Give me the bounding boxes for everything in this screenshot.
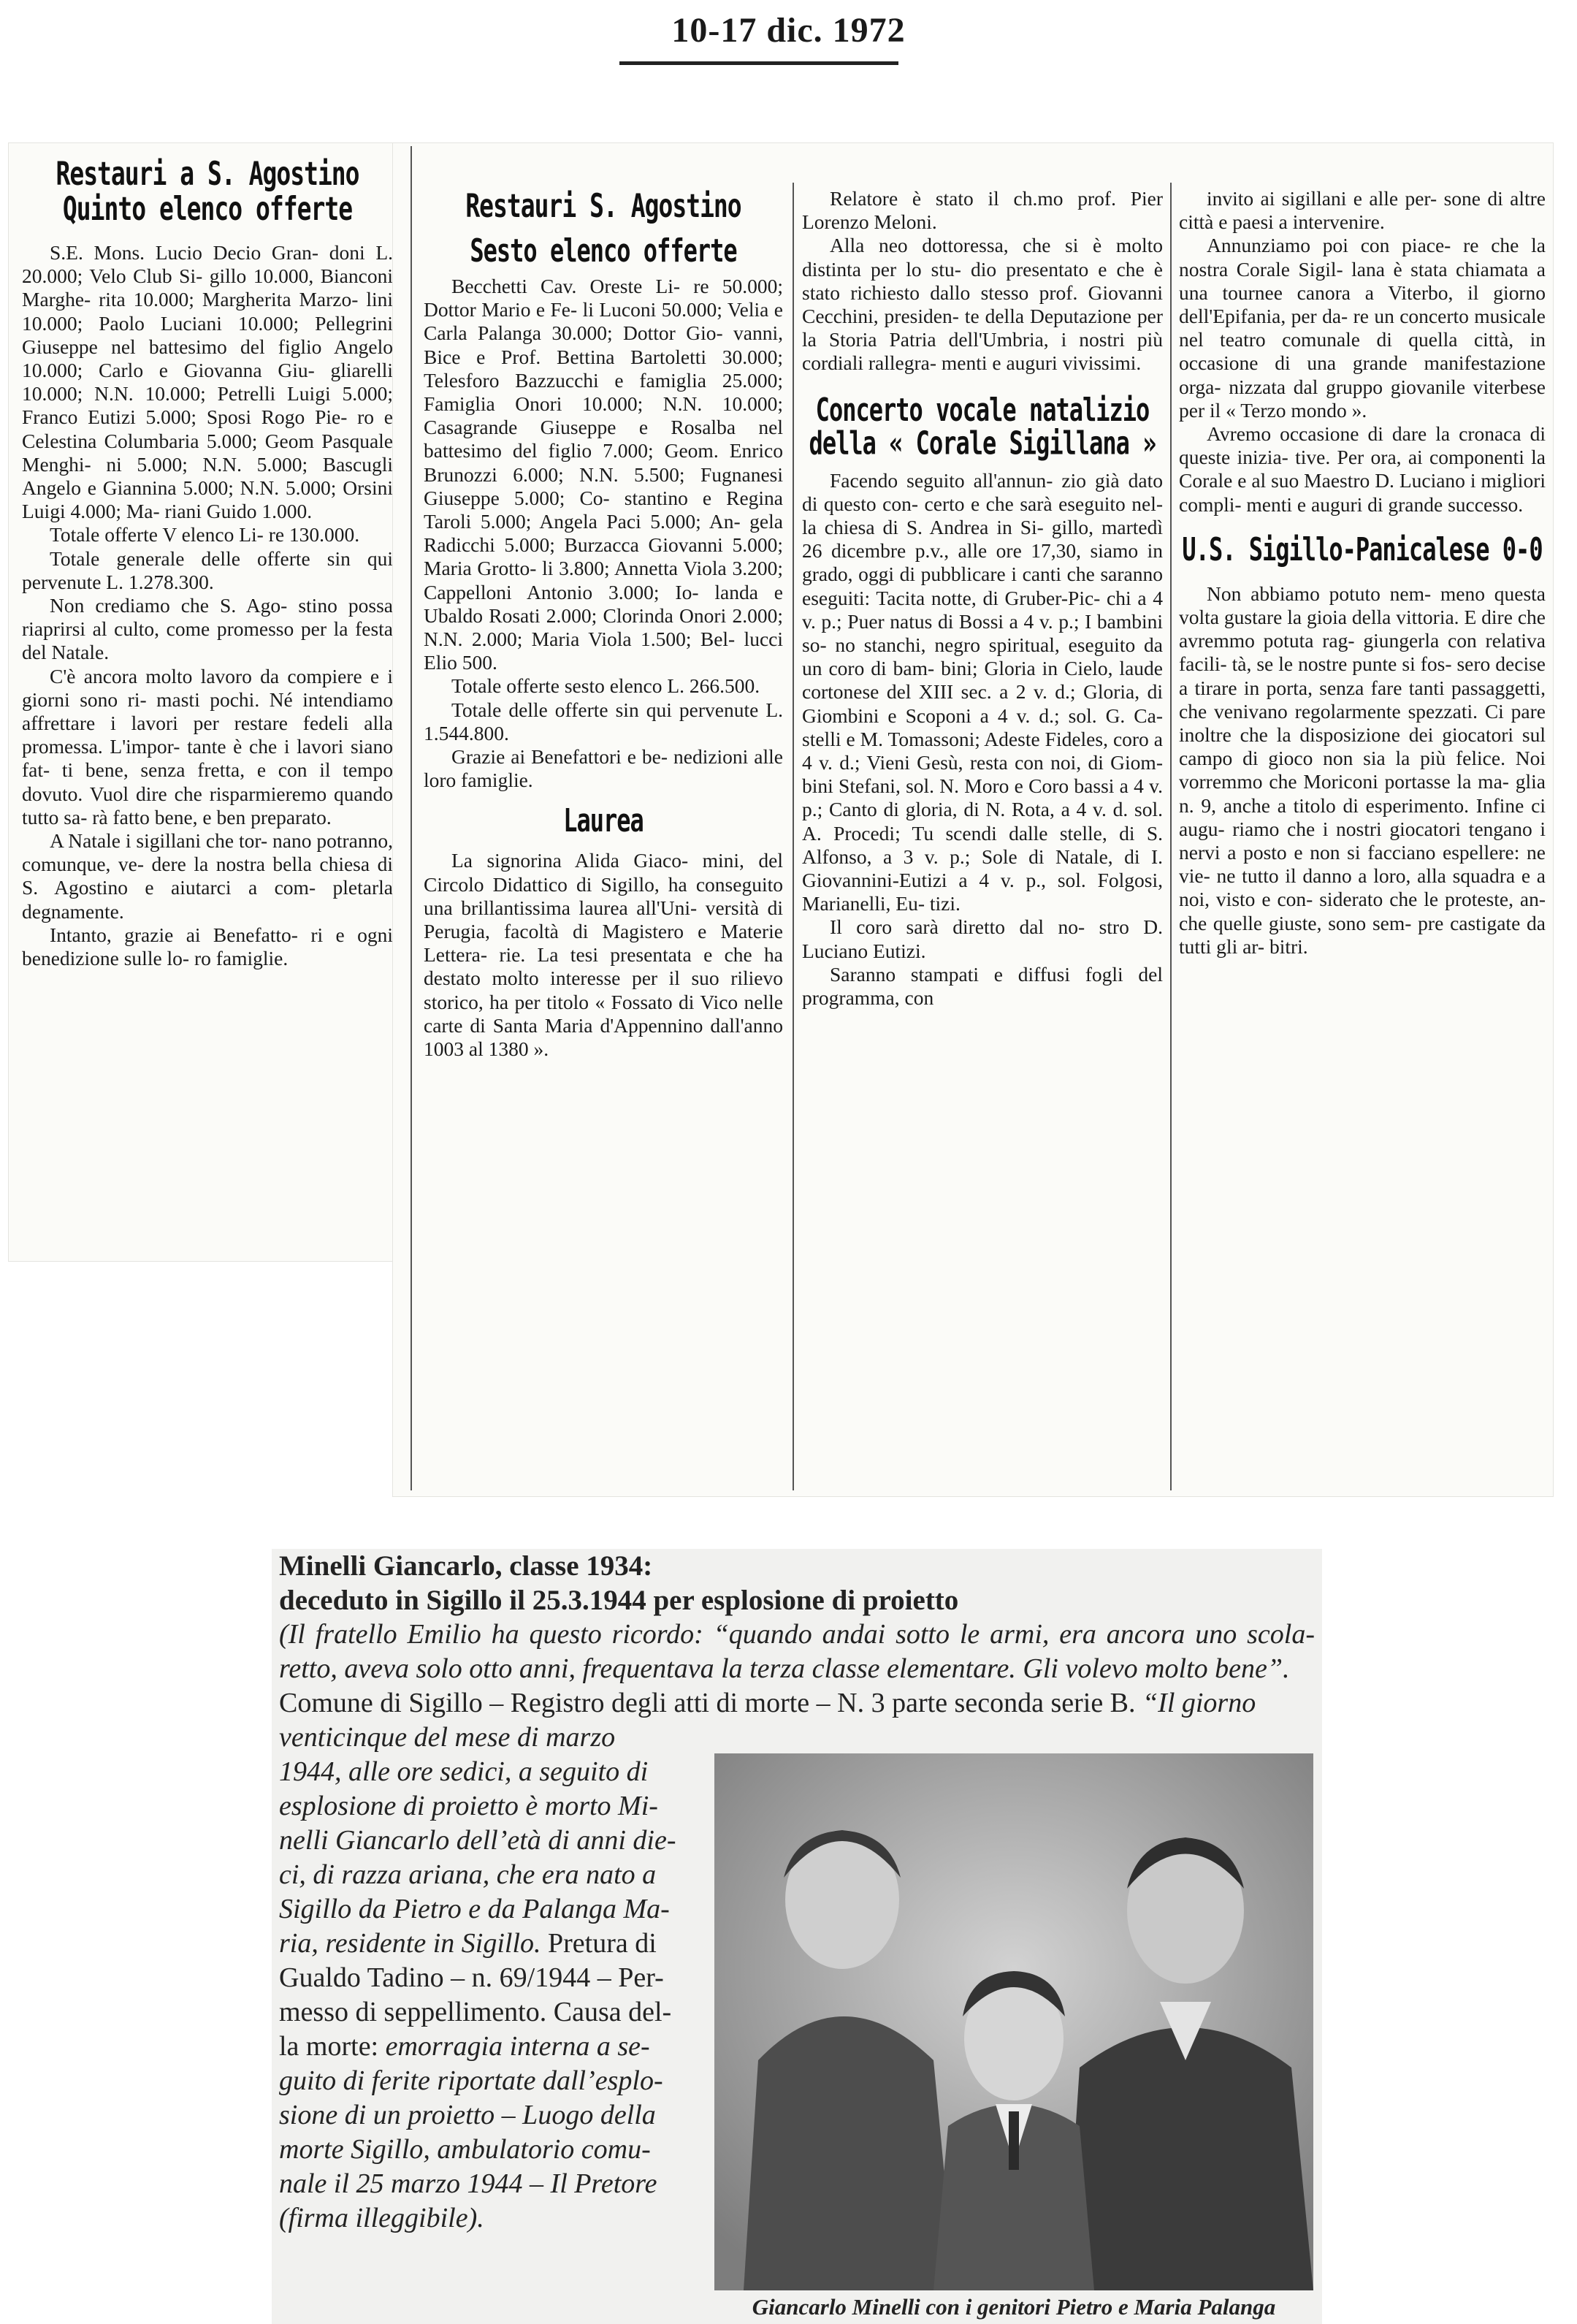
- memorial-line: [279, 2098, 703, 2133]
- memorial-line-tail: emorragia interna a se-: [378, 2031, 650, 2062]
- memorial-line: [279, 1961, 703, 1995]
- column-rule-2: [793, 183, 794, 1490]
- memorial-line: [279, 1824, 703, 1858]
- headline-sigillo-panicalese: U.S. Sigillo-Panicalese 0-0: [1182, 530, 1543, 568]
- column-corale-calcio: [1179, 187, 1546, 959]
- memorial-line: [279, 2064, 703, 2098]
- col1-body: [22, 241, 393, 970]
- column-concerto: [802, 187, 1163, 1010]
- memorial-line-text: sione di un proietto – Luogo della: [279, 2100, 656, 2130]
- memorial-line-text: esplosione di proietto è morto Mi-: [279, 1791, 658, 1821]
- paragraph: Intanto, grazie ai Benefatto- ri e ogni benedizione sulle lo- ro famiglie.: [22, 923, 393, 970]
- memorial-line-text: nale il 25 marzo 1944 – Il Pretore: [279, 2168, 657, 2199]
- memorial-line: [279, 1927, 703, 1961]
- memorial-line-text: nelli Giancarlo dell’età di anni die-: [279, 1825, 676, 1856]
- paragraph: Il coro sarà diretto dal no- stro D. Luciano Eutizi.: [802, 915, 1163, 962]
- registry-italic-start: “Il giorno: [1142, 1688, 1256, 1718]
- registry-plain: Comune di Sigillo – Registro degli atti di morte – N. 3 parte seconda serie B.: [279, 1688, 1136, 1718]
- column-sesto-elenco: [424, 184, 783, 1061]
- memorial-line-text: venticinque del mese di marzo: [279, 1722, 616, 1753]
- paragraph: Non abbiamo potuto nem- meno questa volta gustare la gioia della vittoria. E dire che avremmo potuta rag- giungerla con relativa facili- tà, se le nostre punte si fos- sero decise a tirare in porta, senza fare tanti passaggetti, che venivano regolarmente spezzati. Ci pare inoltre che la disposizione dei giocatori sul campo di gioco non sia la più felice. Noi vorremmo che Moriconi portasse la ma- glia n. 9, anche a titolo di esperimento. Infine ci augu- riamo che i nostri giocatori tengano i nervi a posto e non si facciano espellere: ne vie- ne tutto il danno a loro, alla squadra e a noi, visto e con- siderato che le proteste, an- che quelle giuste, sono sem- pre castigate da tutti gli ar- bitri.: [1179, 582, 1546, 958]
- memorial-line-text: Gualdo Tadino – n. 69/1944 – Per-: [279, 1962, 664, 1993]
- memorial-brother-memory: (Il fratello Emilio ha questo ricordo: “quando andai sotto le armi, era ancora uno scola- retto, aveva solo otto anni, frequentava la terza classe elementare. Gli volevo molto bene”.: [279, 1619, 1315, 1684]
- column-rule-3: [1170, 183, 1172, 1490]
- memorial-line: [279, 1858, 703, 1892]
- headline-laurea: Laurea: [563, 801, 644, 840]
- col2-body-laurea: [424, 849, 783, 1061]
- family-photo-illustration: [714, 1753, 1313, 2290]
- date-underline: [619, 61, 898, 65]
- memorial-line: [279, 2167, 703, 2201]
- paragraph: S.E. Mons. Lucio Decio Gran- doni L. 20.000; Velo Club Si- gillo 10.000, Bianconi Marghe- rita 10.000; Margherita Marzo- lini 10.000; Paolo Luciani 10.000; Pellegrini Giuseppe nel battesimo del figlio Angelo 10.000; Carlo e Giovanna Giu- gliarelli 10.000; N.N. 10.000; Petrelli Luigi 5.000; Franco Eutizi 5.000; Sposi Rogo Pie- ro e Celestina Columbaria 5.000; Geom Pasquale Menghi- ni 5.000; N.N. 5.000; Bascugli Angelo e Giannina 5.000; N.N. 5.000; Orsini Luigi 4.000; Ma- riani Guido 1.000.: [22, 241, 393, 523]
- col3-body: [802, 187, 1163, 376]
- memorial-line: [279, 1721, 703, 1755]
- paragraph: Saranno stampati e diffusi fogli del programma, con: [802, 962, 1163, 1010]
- memorial-registry-line: [272, 1686, 1322, 1721]
- paragraph: Becchetti Cav. Oreste Li- re 50.000; Dottor Mario e Fe- li Luconi 50.000; Velia e Carla Palanga 30.000; Dottor Gio- vanni, Bice e Prof. Bettina Bartoletti 30.000; Telesforo Bazzucchi e famiglia 25.000; Famiglia Onori 10.000; N.N. 10.000; Casagrande Giuseppe e Rosalba nel battesimo del figlio 7.000; Geom. Enrico Brunozzi 6.000; N.N. 5.500; Fugnanesi Giuseppe 5.000; Co- stantino e Regina Taroli 5.000; Angela Paci 5.000; An- gela Radicchi 5.000; Burzacca Giovanni 5.000; Maria Grotto- li 3.800; Annetta Viola 3.200; Cappelloni Antonio 3.000; Io- landa e Ubaldo Rosati 2.000; Clorinda Onori 2.000; N.N. 2.000; Maria Viola 1.500; Bel- lucci Elio 500.: [424, 275, 783, 674]
- memorial-line-text: ci, di razza ariana, che era nato a: [279, 1859, 657, 1890]
- headline-restauri-s-agostino-2: Restauri S. Agostino: [465, 186, 741, 225]
- paragraph: Relatore è stato il ch.mo prof. Pier Lorenzo Meloni.: [802, 187, 1163, 234]
- column-rule-1: [411, 146, 412, 1490]
- paragraph: Facendo seguito all'annun- zio già dato di questo con- certo e che sarà eseguito nel- la chiesa di S. Andrea in Si- gillo, martedì 26 dicembre p.v., alle ore 17,30, siamo in grado, oggi di pubblicare i canti che saranno eseguiti: Tacita notte, di Gruber-Pic- chi a 4 v. p.; Puer natus di Bossi a 4 v. p.; I bambini so- no stanchi, negro spiritual, eseguito da un coro di bam- bini; Gloria in Cielo, laude cortonese del XIII sec. a 2 v. d.; Gloria, di Giombini e Scoponi a 4 v. d.; sol. G. Ca- stelli e M. Tomassoni; Adeste Fideles, coro a 4 v. d.; Vieni Gesù, resta con noi, di Giom- bini Stefani, sol. N. Moro e Coro bassi a 4 v. p.; Canto di gloria, di N. Rota, a 4 v. d. sol. A. Procedi; Tu scendi dalle stelle, di S. Alfonso, a 3 v. p.; Sole di Natale, di I. Giovannini-Eutizi a 4 v. p., sol. Folgosi, Marianelli, Eu- tizi.: [802, 468, 1163, 915]
- paragraph: Alla neo dottoressa, che si è molto distinta per lo stu- dio presentato e che è stato richiesto dallo stesso prof. Giovanni Cecchini, presiden- te della Deputazione per la Storia Patria dell'Umbria, i nostri più cordiali rallegra- menti e auguri vivissimi.: [802, 234, 1163, 375]
- memorial-line-text: morte Sigillo, ambulatorio comu-: [279, 2134, 651, 2165]
- paragraph: Totale offerte V elenco Li- re 130.000.: [50, 523, 360, 546]
- headline-quinto-elenco: Quinto elenco offerte: [62, 189, 353, 228]
- memorial-line-text: (firma illeggibile).: [279, 2203, 484, 2233]
- photo-caption: Giancarlo Minelli con i genitori Pietro e Maria Palanga: [752, 2294, 1276, 2320]
- paragraph: invito ai sigillani e alle per- sone di altre città e paesi a intervenire.: [1179, 187, 1546, 234]
- page-date-header: 10-17 dic. 1972: [671, 11, 906, 50]
- memorial-line-text: messo di seppellimento. Causa del-: [279, 1997, 672, 2027]
- memorial-line: [279, 2201, 703, 2236]
- paragraph: Totale delle offerte sin qui pervenute L. 1.544.800.: [424, 698, 783, 744]
- memorial-line: [279, 1789, 703, 1824]
- memorial-line-text: la morte:: [279, 2031, 379, 2062]
- paragraph: Totale generale delle offerte sin qui pervenute L. 1.278.300.: [22, 546, 393, 593]
- memorial-line: [279, 2030, 703, 2064]
- family-photo: [714, 1753, 1313, 2290]
- memorial-line: [279, 1892, 703, 1927]
- headline-concerto-vocale: Concerto vocale natalizio della « Corale Sigillana »: [809, 390, 1156, 462]
- col3-body-concerto: [802, 469, 1163, 1010]
- memorial-line-text: Sigillo da Pietro e da Palanga Ma-: [279, 1894, 670, 1924]
- headline-sesto-elenco: Sesto elenco offerte: [470, 232, 737, 270]
- headline-restauri-s-agostino: Restauri a S. Agostino: [56, 154, 359, 193]
- paragraph: C'è ancora molto lavoro da compiere e i giorni sono ri- masti pochi. Né intendiamo affrettare i lavori per restare fedeli alla promessa. L'impor- tante è che i lavori siano fat- ti bene, senza fretta, e con il tempo dovuto. Vuol dire che risparmieremo quando tutto sa- rà fatto bene, e ben preparato.: [22, 664, 393, 828]
- paragraph: Avremo occasione di dare la cronaca di queste inizia- tive. Per ora, ai componenti la Corale e al suo Maestro D. Luciano i migliori compli- menti e auguri di grande successo.: [1179, 422, 1546, 516]
- column-quinto-elenco: [22, 152, 393, 970]
- col4-body-calcio: [1179, 582, 1546, 959]
- memorial-line-tail: Pretura di: [541, 1928, 657, 1959]
- paragraph: Grazie ai Benefattori e be- nedizioni alle loro famiglie.: [424, 745, 783, 792]
- paragraph: Totale offerte sesto elenco L. 266.500.: [451, 674, 760, 698]
- memorial-line: [279, 2133, 703, 2167]
- memorial-line: [279, 1755, 703, 1789]
- paragraph: A Natale i sigillani che tor- nano potranno, comunque, ve- dere la nostra bella chiesa di S. Agostino e aiutarci a com- pletarla degnamente.: [22, 829, 393, 923]
- memorial-line-text: guito di ferite riportate dall’esplo-: [279, 2065, 663, 2096]
- paragraph: La signorina Alida Giaco- mini, del Circolo Didattico di Sigillo, ha conseguito una brillantissima laurea all'Uni- versità di Perugia, facoltà di Magistero e Materie Lettera- rie. La tesi presentata e che ha destato molto interesse per il suo rilievo storico, ha per titolo « Fossato di Vico nelle carte di Santa Maria d'Appennino dall'anno 1003 al 1380 ».: [424, 849, 783, 1061]
- paragraph: Annunziamo poi con piace- re che la nostra Corale Sigil- lana è stata chiamata a una tournee canora a Viterbo, il giorno dell'Epifania, per da- re un concerto musicale nel teatro comunale di quella città, in occasione di una grande manifestazione orga- nizzata dal gruppo giovanile viterbese per il « Terzo mondo ».: [1179, 234, 1546, 422]
- memorial-line: [279, 1995, 703, 2030]
- memorial-line-text: ria, residente in Sigillo.: [279, 1928, 541, 1959]
- memorial-title-name: Minelli Giancarlo, classe 1934:: [279, 1550, 653, 1582]
- memorial-line-text: 1944, alle ore sedici, a seguito di: [279, 1756, 649, 1787]
- col2-body: [424, 275, 783, 792]
- col4-body: [1179, 187, 1546, 517]
- memorial-title-death: deceduto in Sigillo il 25.3.1944 per esplosione di proietto: [279, 1585, 959, 1616]
- paragraph: Non crediamo che S. Ago- stino possa riaprirsi al culto, come promesso per la festa del Natale.: [22, 594, 393, 664]
- memorial-wrapped-lines: [272, 1721, 703, 2236]
